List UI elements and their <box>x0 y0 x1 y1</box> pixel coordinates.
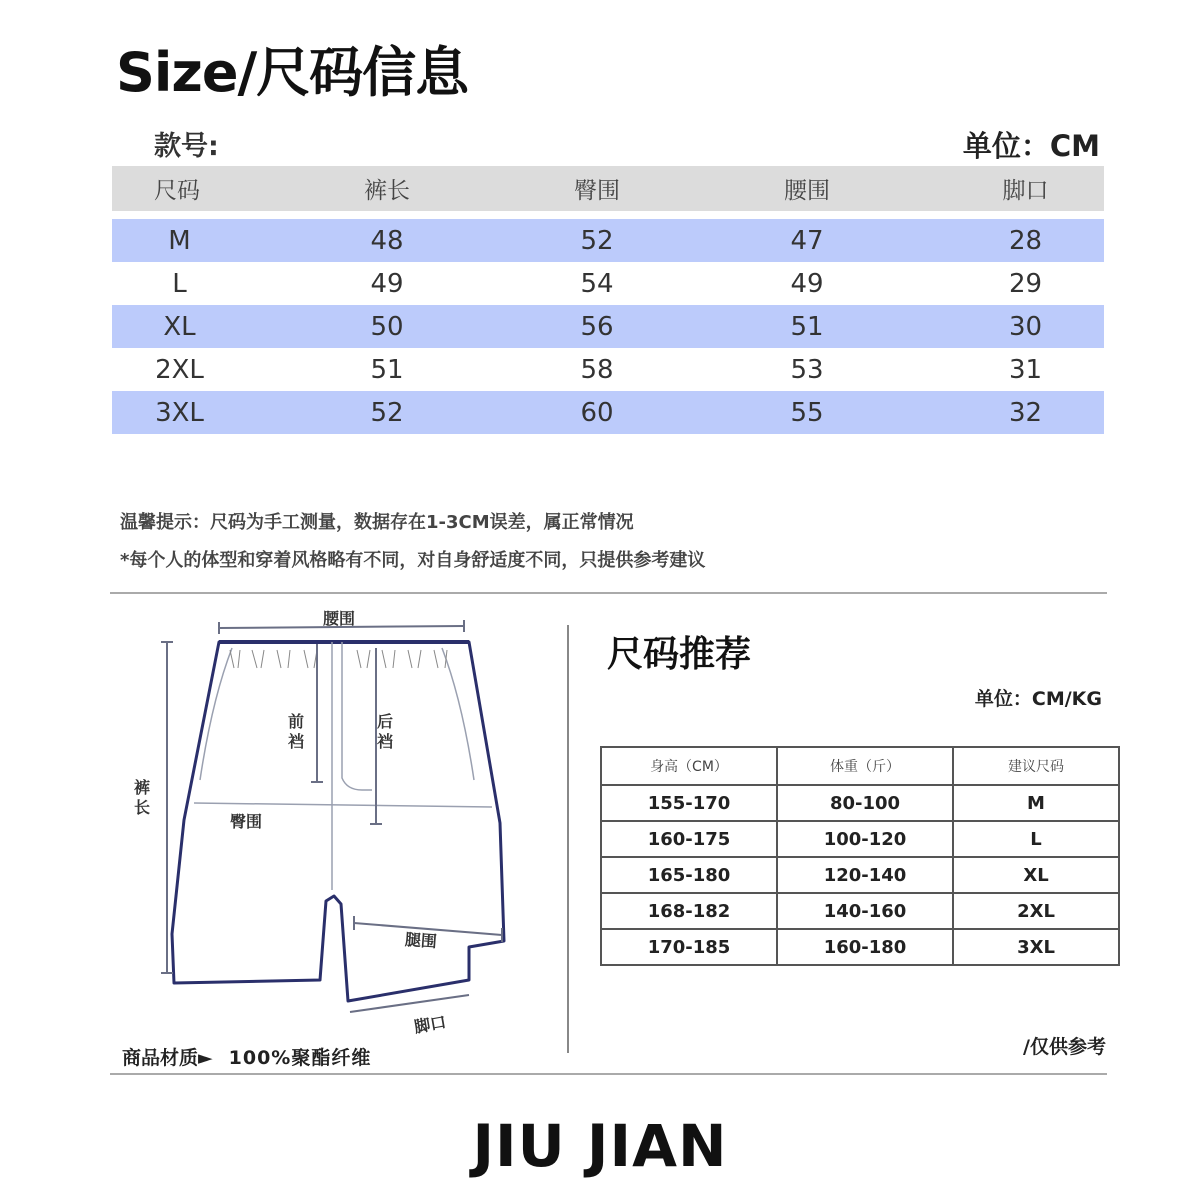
cell-hip: 60 <box>580 397 614 428</box>
cell-waist: 53 <box>790 354 824 385</box>
table-row <box>601 821 1119 857</box>
table-row <box>112 391 1104 434</box>
measurement-note: 温馨提示：尺码为手工测量，数据存在1-3CM误差，属正常情况 <box>120 512 634 533</box>
header-suggested-size: 建议尺码 <box>953 747 1119 785</box>
header-hip: 臀围 <box>574 178 620 204</box>
length-label: 裤长 <box>134 778 151 817</box>
table-row <box>112 219 1104 262</box>
cell-length: 50 <box>370 311 404 342</box>
page-title: Size/尺码信息 <box>116 41 469 104</box>
header-waist: 腰围 <box>784 178 830 204</box>
table-row <box>601 929 1119 965</box>
cell-height: 168-182 <box>601 893 777 929</box>
recommend-header-row <box>601 747 1119 785</box>
table-row <box>601 893 1119 929</box>
cell-weight: 100-120 <box>777 821 953 857</box>
cell-size: L <box>172 268 187 299</box>
waist-label: 腰围 <box>323 609 356 628</box>
front-rise-label: 前裆 <box>288 712 305 751</box>
cell-length: 48 <box>370 225 404 256</box>
cell-weight: 160-180 <box>777 929 953 965</box>
shorts-diagram <box>112 600 552 1060</box>
cell-hip: 52 <box>580 225 614 256</box>
cell-waist: 51 <box>790 311 824 342</box>
hip-label: 臀围 <box>230 812 263 831</box>
cell-length: 49 <box>370 268 404 299</box>
table-row <box>112 305 1104 348</box>
cell-weight: 120-140 <box>777 857 953 893</box>
recommend-title: 尺码推荐 <box>607 634 752 675</box>
cell-size: XL <box>163 311 196 342</box>
cell-waist: 49 <box>790 268 824 299</box>
cell-hip: 56 <box>580 311 614 342</box>
shorts-outline-graphic <box>112 600 552 1060</box>
cell-length: 51 <box>370 354 404 385</box>
cell-weight: 140-160 <box>777 893 953 929</box>
cell-hem: 30 <box>1008 311 1043 342</box>
material-info <box>122 1043 371 1070</box>
cell-length: 52 <box>370 397 404 428</box>
cell-height: 165-180 <box>601 857 777 893</box>
cell-waist: 55 <box>790 397 824 428</box>
cell-size: XL <box>953 857 1119 893</box>
unit-label: 单位：CM <box>962 129 1100 163</box>
cell-size: M <box>953 785 1119 821</box>
style-number-label: 款号: <box>154 131 219 162</box>
cell-hem: 29 <box>1008 268 1043 299</box>
header-size: 尺码 <box>154 178 200 204</box>
hem-label: 脚口 <box>412 1012 448 1037</box>
cell-height: 170-185 <box>601 929 777 965</box>
cell-size: 2XL <box>155 354 204 385</box>
recommend-table <box>600 746 1120 966</box>
size-table-header <box>112 166 1104 211</box>
cell-size: 2XL <box>953 893 1119 929</box>
reference-note: /仅供参考 <box>1023 1036 1106 1058</box>
header-hem: 脚口 <box>1002 178 1049 204</box>
header-height: 身高（CM） <box>601 747 777 785</box>
vertical-divider <box>567 625 569 1053</box>
cell-waist: 47 <box>790 225 824 256</box>
cell-hip: 58 <box>580 354 614 385</box>
header-length: 裤长 <box>364 178 410 204</box>
size-table <box>112 166 1104 434</box>
cell-hem: 32 <box>1008 397 1043 428</box>
cell-hip: 54 <box>580 268 614 299</box>
cell-weight: 80-100 <box>777 785 953 821</box>
table-row <box>601 857 1119 893</box>
table-row <box>601 785 1119 821</box>
cell-size: 3XL <box>953 929 1119 965</box>
cell-size: M <box>168 225 191 256</box>
divider <box>110 592 1107 594</box>
fit-note: *每个人的体型和穿着风格略有不同，对自身舒适度不同，只提供参考建议 <box>120 550 706 571</box>
recommend-unit: 单位：CM/KG <box>974 688 1102 710</box>
divider <box>110 1073 1107 1075</box>
header-weight: 体重（斤） <box>777 747 953 785</box>
table-row <box>112 348 1104 391</box>
table-row <box>112 262 1104 305</box>
back-rise-label: 后裆 <box>377 712 394 751</box>
cell-hem: 31 <box>1008 354 1043 385</box>
material-label: 商品材质► <box>122 1047 213 1069</box>
cell-height: 155-170 <box>601 785 777 821</box>
cell-height: 160-175 <box>601 821 777 857</box>
cell-size: 3XL <box>155 397 204 428</box>
cell-size: L <box>953 821 1119 857</box>
material-value: 100%聚酯纤维 <box>228 1047 372 1069</box>
cell-hem: 28 <box>1008 225 1043 256</box>
thigh-label: 腿围 <box>404 929 438 952</box>
brand-logo: JIU JIAN <box>472 1112 728 1180</box>
